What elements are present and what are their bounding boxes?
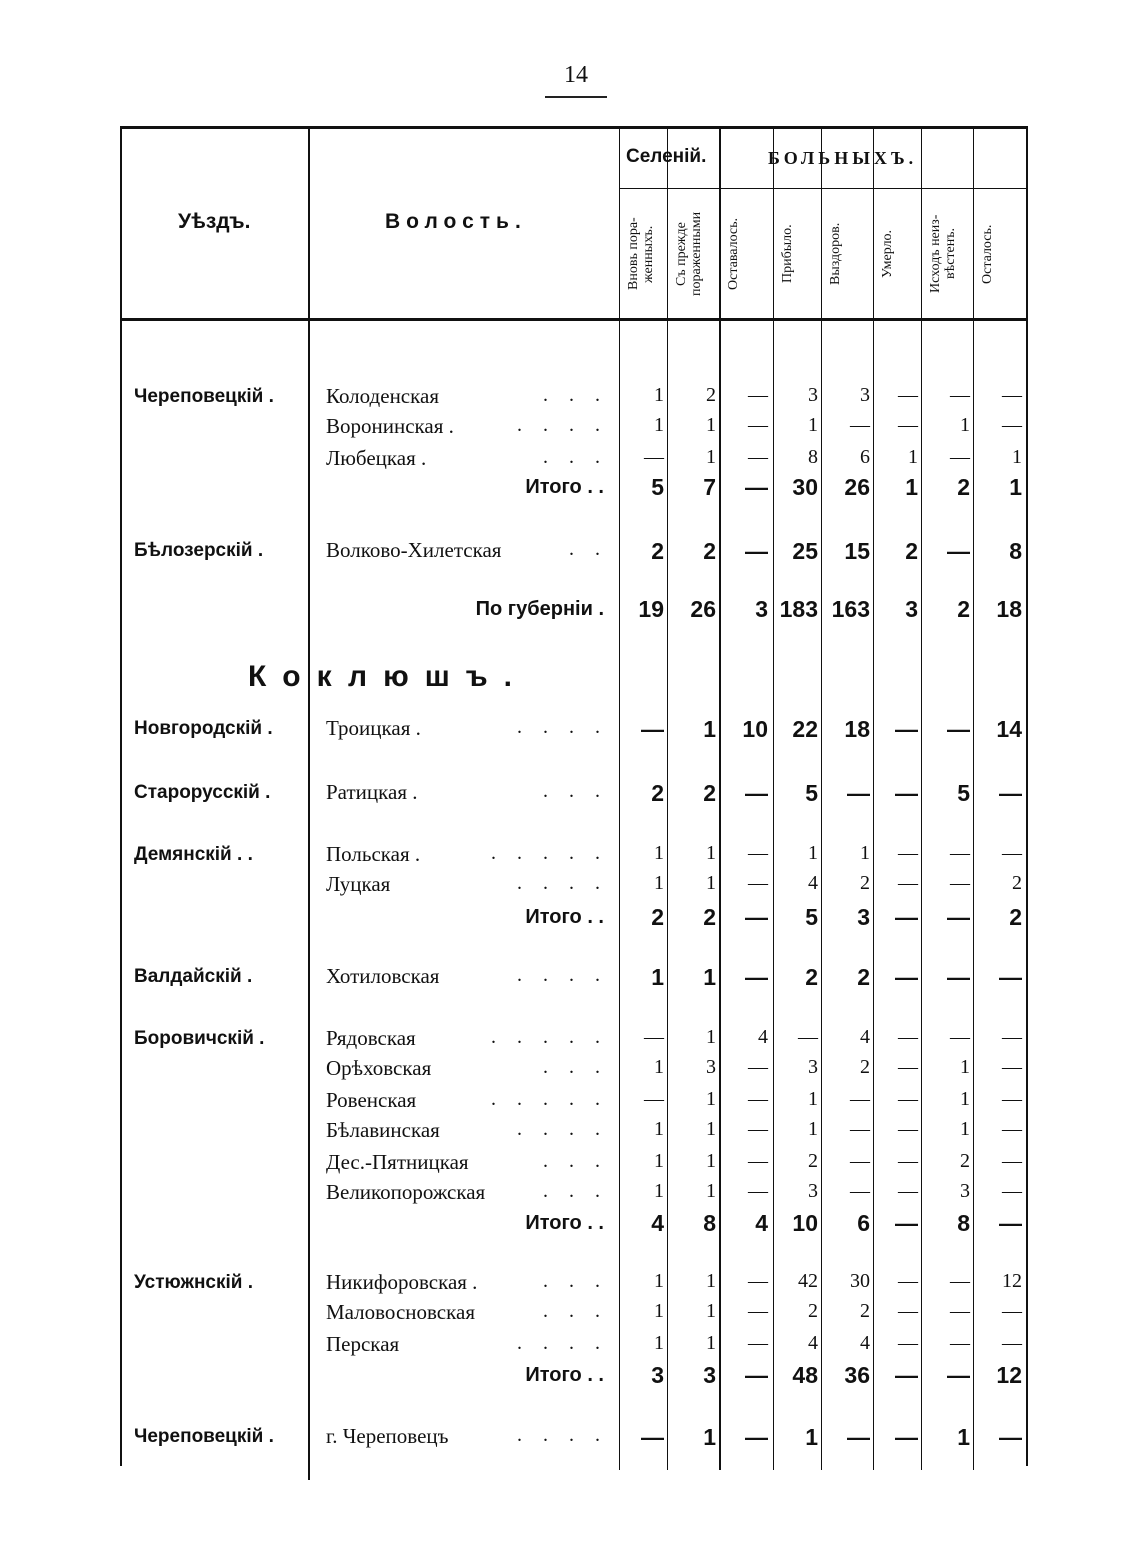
value-cell: — [748,384,768,406]
value-cell: 1 [860,842,870,864]
value-cell: — [999,1424,1022,1450]
value-cell: 2 [960,1150,970,1172]
value-cell: — [895,1362,918,1388]
header-col-7: Исходъ неиз- вѣстенъ. [928,214,958,294]
value-cell: — [1002,1088,1022,1110]
value-cell: 2 [905,538,918,564]
value-cell: 1 [960,1056,970,1078]
value-cell: — [748,1300,768,1322]
value-cell: 12 [996,1362,1022,1388]
header-col-2: Съ прежде пораженными [674,211,704,297]
value-cell: 30 [792,474,818,500]
value-cell: — [745,538,768,564]
value-cell: 3 [703,1362,716,1388]
value-cell: — [947,1362,970,1388]
value-cell: 4 [758,1026,768,1048]
value-cell: 2 [703,780,716,806]
value-cell: — [745,964,768,990]
header-bolnykh: БОЛЬНЫХЪ. [768,148,918,168]
value-cell: — [1002,1332,1022,1354]
value-cell: 1 [960,414,970,436]
value-cell: 1 [706,414,716,436]
header-col-1: Вновь пора- женныхъ. [626,217,656,291]
volost-name: Хотиловская [326,964,440,988]
uezd-name: Череповецкій . [134,1426,274,1447]
value-cell: 30 [850,1270,870,1292]
value-cell: 1 [960,1088,970,1110]
value-cell: 1 [654,1300,664,1322]
value-cell: — [898,1118,918,1140]
leader-dots: . . . [543,1150,608,1172]
value-cell: 1 [654,384,664,406]
table-left-border [120,126,122,1466]
value-cell: 36 [844,1362,870,1388]
value-cell: 1 [808,842,818,864]
value-cell: 1 [1009,474,1022,500]
leader-dots: . . . . [517,1332,608,1354]
value-cell: — [641,1424,664,1450]
value-cell: 2 [808,1300,818,1322]
value-cell: — [950,1270,970,1292]
value-cell: 1 [808,1088,818,1110]
total-label: Итого . . [525,476,604,498]
value-cell: — [748,842,768,864]
value-cell: — [1002,1026,1022,1048]
section-title: Коклюшъ. [248,660,528,693]
leader-dots: . . . [543,1300,608,1322]
value-cell: 1 [960,1118,970,1140]
value-cell: 3 [960,1180,970,1202]
uezd-name: Валдайскій . [134,966,253,987]
volost-name: Дес.-Пятницкая [326,1150,469,1174]
value-cell: 6 [860,446,870,468]
value-cell: — [898,1332,918,1354]
value-cell: 7 [703,474,716,500]
value-cell: 2 [651,904,664,930]
uezd-name: Устюжнскій . [134,1272,254,1293]
value-cell: 2 [703,538,716,564]
value-cell: 1 [651,964,664,990]
header-col-4: Прибыло. [780,224,795,284]
value-cell: — [950,842,970,864]
value-cell: 1 [703,964,716,990]
value-cell: — [1002,1300,1022,1322]
value-cell: 4 [808,1332,818,1354]
value-cell: — [748,1118,768,1140]
value-cell: 5 [805,780,818,806]
value-cell: 2 [651,538,664,564]
value-cell: — [950,1300,970,1322]
header-col-3: Оставалось. [726,217,741,291]
value-cell: — [748,1056,768,1078]
value-cell: 5 [805,904,818,930]
value-cell: 2 [1009,904,1022,930]
value-cell: — [898,872,918,894]
leader-dots: . . . . [517,964,608,986]
volost-name: Волково-Хилетская [326,538,502,562]
value-cell: — [895,904,918,930]
value-cell: 3 [857,904,870,930]
value-cell: — [644,1088,664,1110]
value-cell: — [748,1150,768,1172]
value-cell: 3 [651,1362,664,1388]
volost-name: Воронинская . [326,414,454,438]
value-cell: — [895,716,918,742]
value-cell: 8 [957,1210,970,1236]
value-cell: 1 [654,842,664,864]
leader-dots: . . . [543,384,608,406]
value-cell: — [850,414,870,436]
value-cell: 1 [654,414,664,436]
volost-name: Колоденская [326,384,439,408]
value-cell: — [1002,1180,1022,1202]
value-cell: 1 [808,414,818,436]
volost-name: Луцкая [326,872,391,896]
value-cell: 2 [1012,872,1022,894]
value-cell: — [745,780,768,806]
value-cell: 3 [755,596,768,622]
value-cell: 1 [654,1180,664,1202]
volost-name: Никифоровская . [326,1270,478,1294]
value-cell: 5 [957,780,970,806]
leader-dots: . . . [543,1180,608,1202]
value-cell: — [1002,1150,1022,1172]
volost-name: Любецкая . [326,446,427,470]
value-cell: — [1002,1056,1022,1078]
value-cell: 163 [831,596,870,622]
value-cell: 2 [651,780,664,806]
value-cell: 1 [654,1150,664,1172]
value-cell: 3 [808,384,818,406]
value-cell: — [1002,384,1022,406]
value-cell: 8 [703,1210,716,1236]
value-cell: 2 [703,904,716,930]
value-cell: — [898,842,918,864]
column-divider-volost [308,126,310,1480]
value-cell: 42 [798,1270,818,1292]
value-cell: 1 [905,474,918,500]
volost-name: Великопорожская [326,1180,486,1204]
value-cell: 2 [957,596,970,622]
value-cell: 10 [742,716,768,742]
value-cell: — [898,1180,918,1202]
value-cell: 1 [703,1424,716,1450]
value-cell: 1 [654,1056,664,1078]
value-cell: 1 [706,1088,716,1110]
value-cell: — [947,904,970,930]
header-col-8: Осталось. [980,224,995,284]
value-cell: 3 [905,596,918,622]
volost-name: Ратицкая . [326,780,418,804]
uezd-name: Бѣлозерскій . [134,540,264,561]
value-cell: 25 [792,538,818,564]
value-cell: 14 [996,716,1022,742]
volost-name: Перская [326,1332,400,1356]
value-cell: — [748,1088,768,1110]
value-cell: 19 [638,596,664,622]
value-cell: — [850,1180,870,1202]
value-cell: — [644,1026,664,1048]
value-cell: 1 [654,1270,664,1292]
value-cell: 15 [844,538,870,564]
value-cell: — [950,1332,970,1354]
value-cell: — [745,1424,768,1450]
value-cell: — [898,1088,918,1110]
value-cell: 1 [908,446,918,468]
value-cell: — [847,780,870,806]
value-cell: — [748,872,768,894]
value-cell: 12 [1002,1270,1022,1292]
value-cell: 1 [706,1150,716,1172]
value-cell: 8 [808,446,818,468]
leader-dots: . . [569,538,608,560]
value-cell: — [745,904,768,930]
value-cell: — [895,1210,918,1236]
value-cell: — [641,716,664,742]
value-cell: — [898,1270,918,1292]
value-cell: — [898,414,918,436]
leader-dots: . . . [543,1056,608,1078]
uezd-name: Боровичскій . [134,1028,265,1049]
uezd-name: Старорусскій . [134,782,271,803]
value-cell: 4 [860,1332,870,1354]
value-cell: 6 [857,1210,870,1236]
value-cell: — [898,384,918,406]
page-number-underline [545,96,607,98]
value-cell: — [1002,414,1022,436]
leader-dots: . . . [543,446,608,468]
value-cell: — [1002,842,1022,864]
page-number: 14 [564,62,588,88]
value-cell: 3 [808,1056,818,1078]
uezd-name: Череповецкій . [134,386,274,407]
total-label: Итого . . [525,906,604,928]
volost-name: Троицкая . [326,716,421,740]
header-uezd: Уѣздъ. [178,210,251,233]
value-cell: 8 [1009,538,1022,564]
value-cell: 1 [706,842,716,864]
value-cell: — [745,1362,768,1388]
value-cell: — [999,964,1022,990]
leader-dots: . . . . [517,1118,608,1140]
header-seleniy: Селеній. [626,146,707,167]
value-cell: — [950,446,970,468]
leader-dots: . . . [543,780,608,802]
value-cell: 10 [792,1210,818,1236]
value-cell: — [947,538,970,564]
value-cell: 183 [779,596,818,622]
value-cell: — [898,1026,918,1048]
leader-dots: . . . . [517,1424,608,1446]
leader-dots: . . . . [517,872,608,894]
value-cell: — [745,474,768,500]
value-cell: — [950,872,970,894]
total-label: Итого . . [525,1212,604,1234]
value-cell: 1 [706,1270,716,1292]
volost-name: г. Череповецъ [326,1424,449,1448]
volost-name: Орѣховская [326,1056,432,1080]
value-cell: 18 [996,596,1022,622]
value-cell: — [898,1150,918,1172]
value-cell: 2 [860,1300,870,1322]
value-cell: 1 [957,1424,970,1450]
value-cell: 1 [706,446,716,468]
header-col-5: Выздоров. [828,222,843,286]
value-cell: 2 [808,1150,818,1172]
value-cell: — [895,780,918,806]
table-top-rule [120,126,1028,129]
header-bottom-rule [120,318,1028,321]
volost-name: Ровенская [326,1088,417,1112]
header-volost: Волость. [385,210,527,233]
value-cell: 2 [805,964,818,990]
header-col-6: Умерло. [880,229,895,279]
value-cell: 2 [706,384,716,406]
value-cell: — [950,384,970,406]
value-cell: 1 [654,1118,664,1140]
value-cell: 4 [651,1210,664,1236]
value-cell: — [947,716,970,742]
value-cell: 1 [706,1300,716,1322]
value-cell: — [898,1056,918,1078]
value-cell: — [644,446,664,468]
value-cell: — [798,1026,818,1048]
leader-dots: . . . . [517,716,608,738]
uezd-name: Демянскій . . [134,844,253,865]
value-cell: — [950,1026,970,1048]
value-cell: 1 [706,1332,716,1354]
volost-name: Бѣлавинская [326,1118,440,1142]
value-cell: — [748,1270,768,1292]
value-cell: — [850,1150,870,1172]
value-cell: 1 [703,716,716,742]
value-cell: — [748,446,768,468]
leader-dots: . . . . . [491,1026,608,1048]
value-cell: 1 [808,1118,818,1140]
value-cell: — [850,1088,870,1110]
value-cell: — [947,964,970,990]
value-cell: — [895,964,918,990]
value-cell: — [898,1300,918,1322]
volost-name: Рядовская [326,1026,416,1050]
value-cell: 1 [706,1026,716,1048]
leader-dots: . . . . . [491,1088,608,1110]
value-cell: 26 [690,596,716,622]
value-cell: — [748,414,768,436]
value-cell: 2 [857,964,870,990]
value-cell: — [748,1332,768,1354]
value-cell: 1 [805,1424,818,1450]
value-cell: — [1002,1118,1022,1140]
leader-dots: . . . [543,1270,608,1292]
uezd-name: Новгородскій . [134,718,273,739]
value-cell: 1 [654,872,664,894]
value-cell: 26 [844,474,870,500]
value-cell: — [999,780,1022,806]
value-cell: 2 [860,1056,870,1078]
value-cell: 5 [651,474,664,500]
value-cell: 1 [706,1118,716,1140]
value-cell: — [748,1180,768,1202]
leader-dots: . . . . [517,414,608,436]
value-cell: 2 [957,474,970,500]
value-cell: 22 [792,716,818,742]
value-cell: 48 [792,1362,818,1388]
volost-name: Маловосновская [326,1300,475,1324]
value-cell: — [850,1118,870,1140]
value-cell: 3 [860,384,870,406]
volost-name: Польская . [326,842,421,866]
value-cell: 1 [706,872,716,894]
value-cell: — [895,1424,918,1450]
total-label: По губерніи . [475,598,604,620]
value-cell: 4 [755,1210,768,1236]
value-cell: — [847,1424,870,1450]
subheader-rule [620,188,1028,189]
value-cell: — [999,1210,1022,1236]
value-cell: 4 [860,1026,870,1048]
value-cell: 3 [706,1056,716,1078]
leader-dots: . . . . . [491,842,608,864]
value-cell: 3 [808,1180,818,1202]
value-cell: 18 [844,716,870,742]
value-cell: 1 [706,1180,716,1202]
value-cell: 4 [808,872,818,894]
value-cell: 2 [860,872,870,894]
total-label: Итого . . [525,1364,604,1386]
table-right-border [1026,126,1028,1466]
value-cell: 1 [654,1332,664,1354]
value-cell: 1 [1012,446,1022,468]
